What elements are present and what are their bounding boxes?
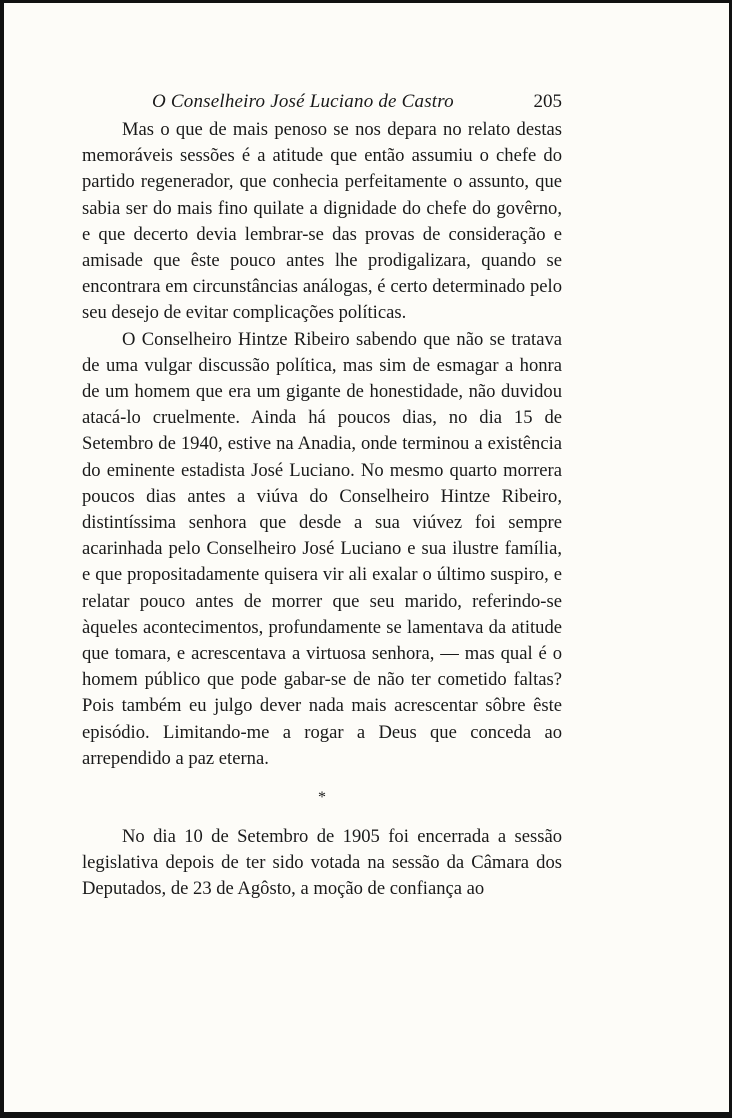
- section-separator: *: [318, 789, 326, 807]
- paragraph-2: O Conselheiro Hintze Ribeiro sabendo que não se tratava de uma vulgar discussão política, mas sim de esmagar a honra de um homem que era um gigante de honestidade, não duvidou atacá-lo cruelmente. Ainda há poucos dias, no dia 15 de Setembro de 1940, estive na Anadia, onde terminou a existência do eminente estadista José Luciano. No mesmo quarto morrera poucos dias antes a viúva do Conselheiro Hintze Ribeiro, distintíssima senhora que desde a sua viúvez foi sempre acarinhada pelo Conselheiro José Luciano e sua ilustre família, e que propositadamente quisera vir ali exalar o último suspiro, e relatar pouco antes de morrer que seu marido, referindo-se àqueles acontecimentos, profundamente se lamentava da atitude que tomara, e acrescentava a virtuosa senhora, — mas qual é o homem público que pode gabar-se de não ter cometido faltas? Pois também eu julgo dever nada mais acrescentar sôbre êste episódio. Limitando-me a rogar a Deus que conceda ao arrependido a paz eterna.: [82, 328, 562, 769]
- running-title: O Conselheiro José Luciano de Castro: [152, 91, 454, 112]
- page-number: 205: [533, 91, 562, 112]
- paragraph-1: Mas o que de mais penoso se nos depara no relato destas memoráveis sessões é a atitude que então assumiu o chefe do partido regenerador, que conhecia perfeitamente o assunto, que sabia ser do mais fino quilate a dignidade do chefe do govêrno, e que decerto devia lembrar-se das provas de consideração e amisade que êste pouco antes lhe prodigalizara, quando se encontrara em circunstâncias análogas, é certo determinado pelo seu desejo de evitar complicações políticas.: [82, 119, 562, 324]
- page-header: [82, 81, 562, 117]
- paragraph-3: No dia 10 de Setembro de 1905 foi encerrada a sessão legislativa depois de ter sido votada na sessão da Câmara dos Deputados, de 23 de Agôsto, a moção de confiança ao: [82, 826, 562, 900]
- book-page: [82, 81, 562, 903]
